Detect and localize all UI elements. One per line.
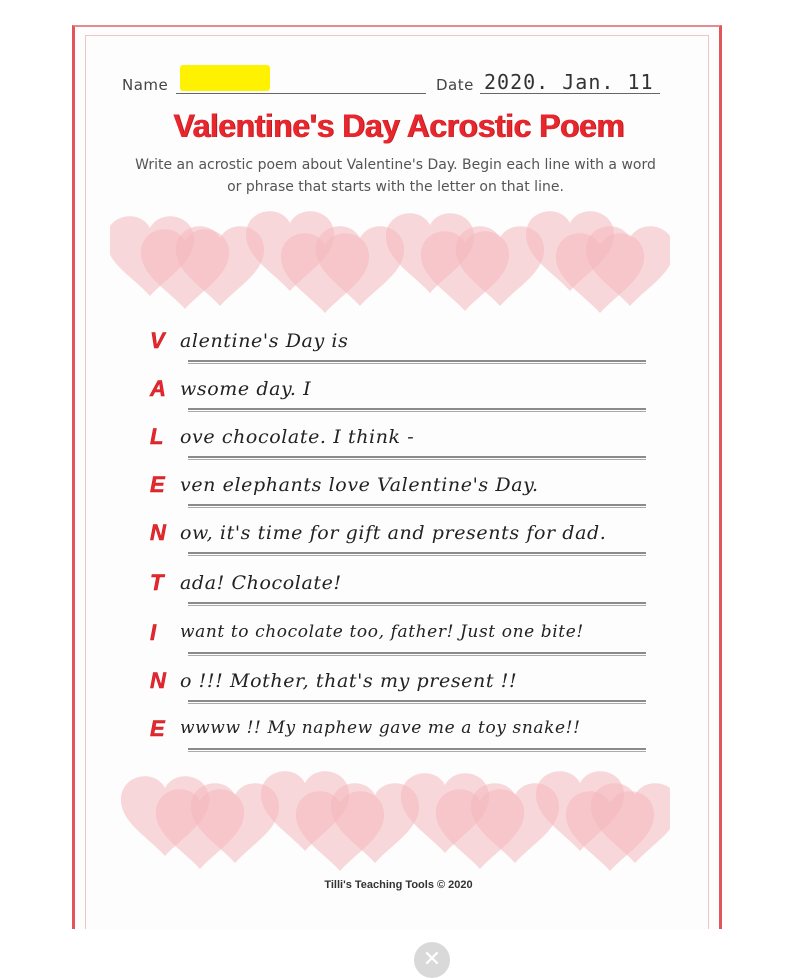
acrostic-letter: E xyxy=(150,472,165,497)
handwritten-line: alentine's Day is xyxy=(180,330,349,352)
writing-line xyxy=(188,602,646,604)
writing-line xyxy=(188,360,646,362)
poem-line xyxy=(150,376,650,420)
acrostic-letter: N xyxy=(150,520,166,545)
writing-line xyxy=(188,652,646,654)
acrostic-letter: T xyxy=(150,570,164,595)
writing-line-shadow xyxy=(188,703,646,704)
hearts-bottom-svg xyxy=(110,765,670,875)
hearts-border-top xyxy=(110,205,670,325)
handwritten-line: ada! Chocolate! xyxy=(180,572,342,594)
writing-line-shadow xyxy=(188,459,646,460)
acrostic-letter: L xyxy=(150,424,164,449)
handwritten-line: wsome day. I xyxy=(180,378,312,400)
writing-line-shadow xyxy=(188,507,646,508)
handwritten-line: wwww !! My naphew gave me a toy snake!! xyxy=(180,718,581,738)
writing-line-shadow xyxy=(188,363,646,364)
poem-line xyxy=(150,424,650,468)
acrostic-letter: N xyxy=(150,668,166,693)
writing-line xyxy=(188,504,646,506)
name-underline xyxy=(176,93,426,94)
acrostic-letter: I xyxy=(150,620,157,645)
poem-line xyxy=(150,620,650,664)
writing-line xyxy=(188,408,646,410)
writing-line xyxy=(188,748,646,750)
writing-line xyxy=(188,700,646,702)
acrostic-letter: A xyxy=(150,376,166,401)
footer-credit: Tilli's Teaching Tools © 2020 xyxy=(324,879,473,891)
writing-line-shadow xyxy=(188,605,646,606)
hearts-top-svg xyxy=(110,205,670,325)
worksheet-instructions: Write an acrostic poem about Valentine's Day. Begin each line with a word or phrase that starts with the letter on that line. xyxy=(135,157,656,195)
acrostic-letter: V xyxy=(150,328,165,353)
name-redaction xyxy=(180,65,270,91)
writing-line xyxy=(188,456,646,458)
writing-line xyxy=(188,552,646,554)
poem-line xyxy=(150,668,650,712)
date-value: 2020. Jan. 11 xyxy=(484,70,654,94)
acrostic-letter: E xyxy=(150,716,165,741)
poem-line xyxy=(150,520,650,564)
date-label: Date xyxy=(436,76,474,94)
poem-line xyxy=(150,328,650,372)
poem-line xyxy=(150,472,650,516)
worksheet-title: Valentine's Day Acrostic Poem xyxy=(173,108,624,144)
poem-line xyxy=(150,570,650,614)
handwritten-line: o !!! Mother, that's my present !! xyxy=(180,670,518,692)
handwritten-line: ove chocolate. I think - xyxy=(180,426,415,448)
writing-line-shadow xyxy=(188,411,646,412)
poem-line xyxy=(150,716,650,760)
handwritten-line: ven elephants love Valentine's Day. xyxy=(180,474,539,496)
close-icon[interactable]: ✕ xyxy=(414,942,450,978)
name-label: Name xyxy=(122,76,169,94)
writing-line-shadow xyxy=(188,655,646,656)
hearts-border-bottom xyxy=(110,765,670,875)
handwritten-line: ow, it's time for gift and presents for dad. xyxy=(180,522,607,544)
handwritten-line: want to chocolate too, father! Just one bite! xyxy=(180,622,584,642)
writing-line-shadow xyxy=(188,555,646,556)
writing-line-shadow xyxy=(188,751,646,752)
